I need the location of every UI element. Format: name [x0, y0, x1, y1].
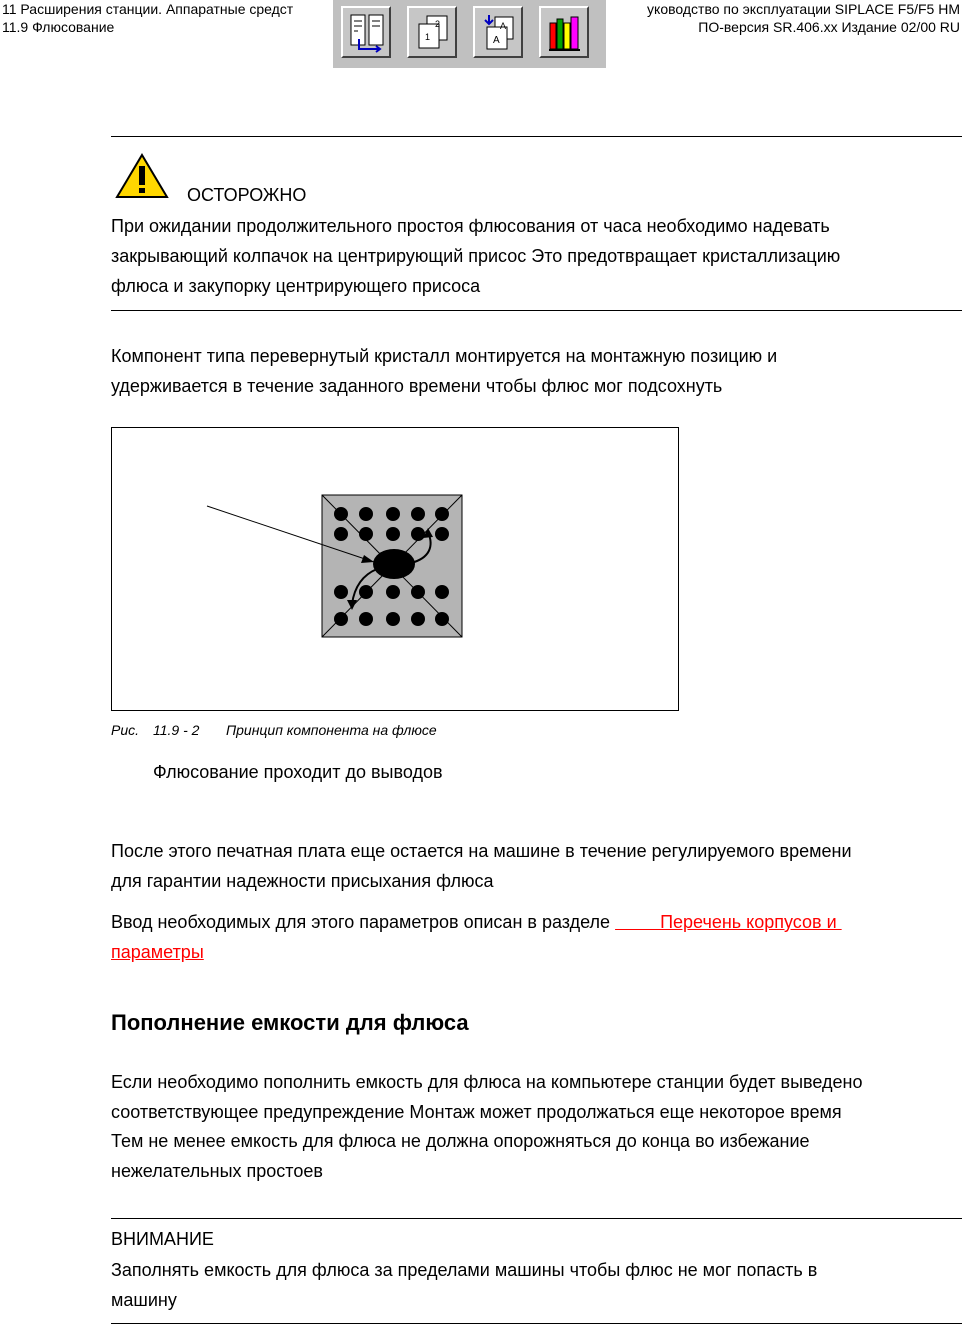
caution-bottom-rule — [111, 310, 962, 311]
svg-text:A: A — [493, 35, 500, 46]
caution-top-rule — [111, 136, 962, 137]
page-go-back-icon — [481, 13, 517, 53]
page-copy-icon — [415, 13, 451, 53]
parameters-link[interactable]: параметры — [111, 942, 204, 962]
caution-line: флюса и закупорку центрирующего присоса — [111, 276, 481, 296]
library-books-icon — [547, 13, 583, 53]
after-line: После этого печатная плата еще остается на машине в течение регулируемого времени — [111, 841, 852, 861]
reference-text: Ввод необходимых для этого параметров описан в разделе — [111, 912, 616, 932]
section-line: соответствующее предупреждение Монтаж может продолжаться еще некоторое время — [111, 1102, 842, 1122]
after-line: для гарантии надежности присыхания флюса — [111, 871, 494, 891]
flux-component-diagram — [112, 428, 678, 710]
svg-text:1: 1 — [425, 32, 431, 42]
caution-line: закрывающий колпачок на центрирующий присос Это предотвращает кристаллизацию — [111, 246, 841, 266]
attention-bottom-rule — [111, 1323, 962, 1324]
header-chapter: 11 Расширения станции. Аппаратные средст — [2, 1, 294, 17]
section-line: нежелательных простоев — [111, 1161, 323, 1181]
flux-drop — [373, 549, 415, 579]
header-section: 11.9 Флюсование — [2, 19, 115, 35]
attention-line: Заполнять емкость для флюса за пределами машины чтобы флюс не мог попасть в — [111, 1260, 818, 1280]
reference-link-continuation — [111, 937, 204, 967]
svg-text:2: 2 — [435, 19, 441, 29]
reference-line — [111, 907, 842, 937]
header-manual: уководство по эксплуатации SIPLACE F5/F5 HM — [647, 1, 960, 17]
intro-line: удерживается в течение заданного времени чтобы флюс мог подсохнуть — [111, 376, 723, 396]
figure-label: Рис. — [111, 722, 140, 738]
fluxing-note: Флюсование проходит до выводов — [153, 762, 443, 782]
section-line: Если необходимо пополнить емкость для флюса на компьютере станции будет выведено — [111, 1072, 863, 1092]
attention-top-rule — [111, 1218, 962, 1219]
svg-text:A: A — [500, 21, 507, 31]
caution-line: При ожидании продолжительного простоя флюсования от часа необходимо надевать — [111, 216, 830, 236]
page-go-back-button[interactable] — [473, 6, 523, 58]
document-layout-icon — [349, 13, 385, 53]
document-layout-button[interactable] — [341, 6, 391, 58]
section-heading: Пополнение емкости для флюса — [111, 1010, 469, 1035]
header-version: ПО-версия SR.406.xx Издание 02/00 RU — [698, 19, 960, 35]
package-list-link[interactable]: Перечень корпусов и — [615, 912, 842, 932]
attention-line: машину — [111, 1290, 177, 1310]
section-line: Тем не менее емкость для флюса не должна опорожняться до конца во избежание — [111, 1131, 810, 1151]
library-books-button[interactable] — [539, 6, 589, 58]
attention-title: ВНИМАНИЕ — [111, 1229, 214, 1249]
figure-title: Принцип компонента на флюсе — [226, 722, 437, 738]
caution-title: ОСТОРОЖНО — [187, 185, 307, 205]
figure-number: 11.9 - 2 — [153, 722, 200, 738]
intro-line: Компонент типа перевернутый кристалл монтируется на монтажную позицию и — [111, 346, 778, 366]
figure-frame — [111, 427, 679, 711]
page-copy-button[interactable] — [407, 6, 457, 58]
navigation-toolbar — [333, 0, 606, 68]
warning-icon — [114, 152, 170, 200]
